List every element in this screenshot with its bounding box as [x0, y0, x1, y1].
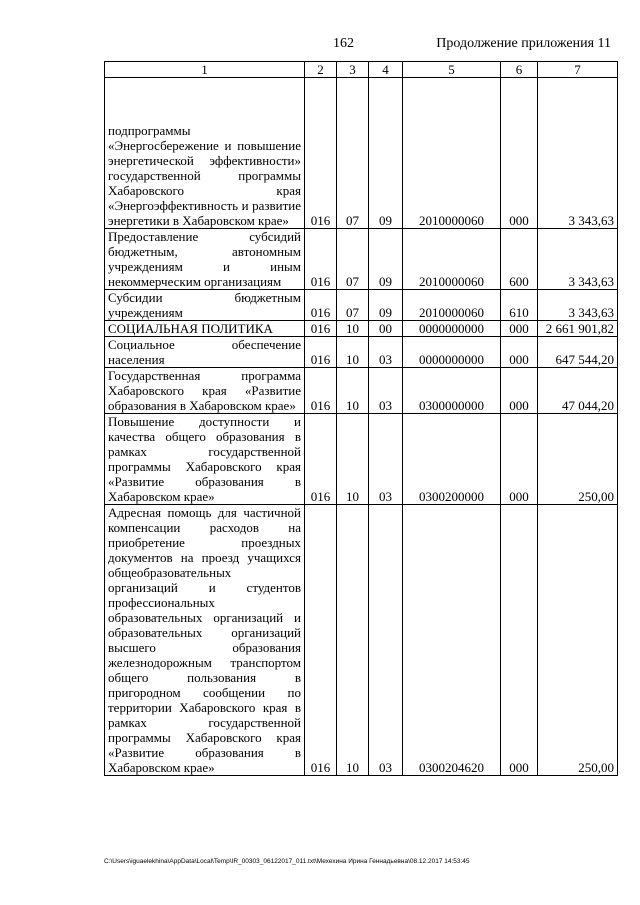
cell-rz: 07 — [337, 290, 369, 321]
budget-table — [104, 61, 618, 776]
cell-rz: 10 — [337, 505, 369, 776]
column-number: 2 — [305, 62, 337, 78]
cell-gr: 016 — [305, 505, 337, 776]
cell-gr: 016 — [305, 414, 337, 505]
cell-rz: 10 — [337, 321, 369, 337]
row-name: Социальное обеспечение населения — [105, 337, 305, 368]
column-number: 3 — [337, 62, 369, 78]
cell-pr: 09 — [369, 290, 403, 321]
cell-amount: 3 343,63 — [538, 229, 618, 290]
cell-gr: 016 — [305, 229, 337, 290]
row-name: Повышение доступности и качества общего образования в рамках государственной программы Хабаровского края «Развитие образования в Хабаровском крае» — [105, 414, 305, 505]
cell-gr: 016 — [305, 78, 337, 229]
cell-pr: 09 — [369, 229, 403, 290]
column-number: 4 — [369, 62, 403, 78]
cell-gr: 016 — [305, 321, 337, 337]
table-row — [105, 321, 618, 337]
table-row — [105, 78, 618, 229]
cell-csr: 0300200000 — [403, 414, 501, 505]
cell-amount: 647 544,20 — [538, 337, 618, 368]
cell-amount: 47 044,20 — [538, 368, 618, 414]
table-row — [105, 290, 618, 321]
column-number-row — [105, 62, 618, 78]
cell-rz: 10 — [337, 368, 369, 414]
cell-csr: 0000000000 — [403, 337, 501, 368]
cell-vr: 600 — [501, 229, 538, 290]
column-number: 6 — [501, 62, 538, 78]
cell-vr: 000 — [501, 505, 538, 776]
row-name: Государственная программа Хабаровского края «Развитие образования в Хабаровском крае» — [105, 368, 305, 414]
cell-vr: 000 — [501, 414, 538, 505]
column-number: 1 — [105, 62, 305, 78]
cell-vr: 000 — [501, 368, 538, 414]
cell-vr: 000 — [501, 321, 538, 337]
cell-vr: 610 — [501, 290, 538, 321]
cell-csr: 0300000000 — [403, 368, 501, 414]
table-row — [105, 414, 618, 505]
column-number: 7 — [538, 62, 618, 78]
cell-vr: 000 — [501, 78, 538, 229]
cell-amount: 2 661 901,82 — [538, 321, 618, 337]
row-name: подпрограммы «Энергосбережение и повышение энергетической эффективности» государственной программы Хабаровского края «Энергоэффективность и развитие энергетики в Хабаровском крае» — [105, 78, 305, 229]
cell-pr: 03 — [369, 368, 403, 414]
cell-csr: 2010000060 — [403, 229, 501, 290]
table-row — [105, 505, 618, 776]
continuation-label: Продолжение приложения 11 — [436, 36, 611, 51]
cell-rz: 07 — [337, 78, 369, 229]
row-name: Предоставление субсидий бюджетным, автономным учреждениям и иным некоммерческим организациям — [105, 229, 305, 290]
cell-amount: 3 343,63 — [538, 290, 618, 321]
cell-csr: 2010000060 — [403, 78, 501, 229]
row-name: СОЦИАЛЬНАЯ ПОЛИТИКА — [105, 321, 305, 337]
cell-pr: 03 — [369, 414, 403, 505]
cell-rz: 10 — [337, 337, 369, 368]
file-path-footer: C:\Users\iguaelekhina\AppData\Local\Temp\IR_00303_06122017_011.txt\Мехехина Ирина Геннадьевна\08.12.2017 14:53:45 — [104, 858, 470, 865]
cell-amount: 3 343,63 — [538, 78, 618, 229]
cell-rz: 07 — [337, 229, 369, 290]
cell-gr: 016 — [305, 368, 337, 414]
cell-amount: 250,00 — [538, 414, 618, 505]
page-number: 162 — [333, 36, 354, 51]
row-name: Субсидии бюджетным учреждениям — [105, 290, 305, 321]
row-name: Адресная помощь для частичной компенсации расходов на приобретение проездных документов на проезд учащихся общеобразовательных организаций и студентов профессиональных образовательных организаций и образовательных организаций высшего образования железнодорожным транспортом общего пользования в пригородном сообщении по территории Хабаровского края в рамках государственной программы Хабаровского края «Развитие образования в Хабаровском крае» — [105, 505, 305, 776]
cell-rz: 10 — [337, 414, 369, 505]
cell-pr: 09 — [369, 78, 403, 229]
table-row — [105, 229, 618, 290]
cell-gr: 016 — [305, 337, 337, 368]
cell-vr: 000 — [501, 337, 538, 368]
cell-csr: 2010000060 — [403, 290, 501, 321]
cell-gr: 016 — [305, 290, 337, 321]
cell-csr: 0000000000 — [403, 321, 501, 337]
cell-csr: 0300204620 — [403, 505, 501, 776]
cell-pr: 03 — [369, 337, 403, 368]
table-row — [105, 368, 618, 414]
column-number: 5 — [403, 62, 501, 78]
cell-pr: 03 — [369, 505, 403, 776]
table-row — [105, 337, 618, 368]
cell-amount: 250,00 — [538, 505, 618, 776]
cell-pr: 00 — [369, 321, 403, 337]
